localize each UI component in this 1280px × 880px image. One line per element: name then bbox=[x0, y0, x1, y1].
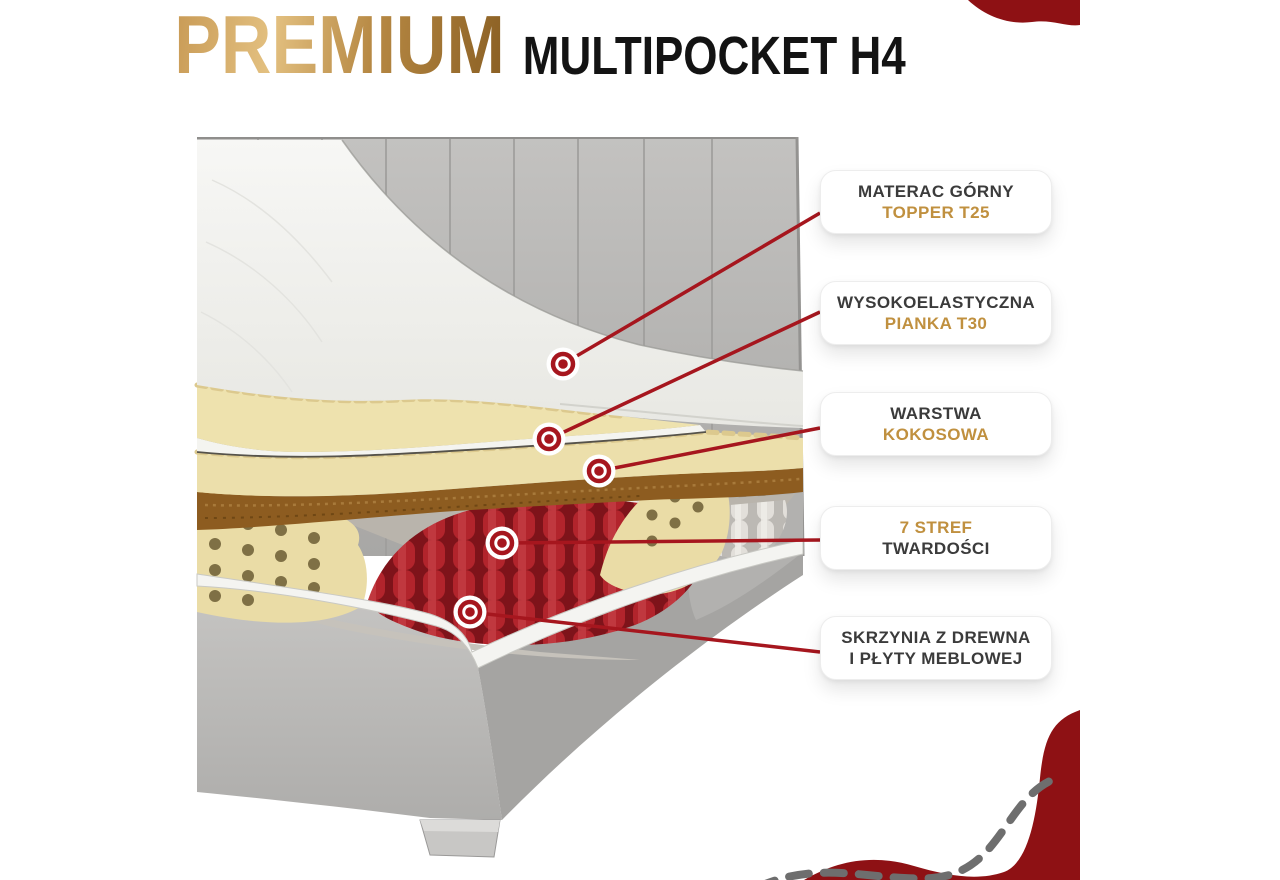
callout-label-bottom-line: KOKOSOWA bbox=[882, 425, 990, 444]
callout-marker-5 bbox=[454, 596, 487, 629]
callout-label-bottom-line: TOPPER T25 bbox=[882, 203, 990, 222]
callout-label-topper bbox=[820, 170, 1052, 234]
page-title bbox=[0, 0, 1080, 91]
callout-marker-1 bbox=[547, 348, 580, 381]
callout-label-bottom-line: PIANKA T30 bbox=[884, 314, 988, 333]
model-name: MULTIPOCKET H4 bbox=[522, 26, 906, 86]
callout-label-zones bbox=[820, 506, 1052, 570]
callout-label-box bbox=[820, 616, 1052, 680]
callout-label-bottom-line: I PŁYTY MEBLOWEJ bbox=[849, 649, 1023, 668]
callout-marker-3 bbox=[583, 455, 616, 488]
callout-label-coconut bbox=[820, 392, 1052, 456]
callout-label-bottom-line: TWARDOŚCI bbox=[882, 539, 990, 558]
brand-word: PREMIUM bbox=[174, 0, 505, 91]
callout-label-top-line: MATERAC GÓRNY bbox=[858, 182, 1014, 201]
callout-marker-4 bbox=[486, 527, 519, 560]
callout-label-top-line: WARSTWA bbox=[890, 404, 982, 423]
corner-blob-bottom-right bbox=[804, 710, 1080, 880]
callout-label-top-line: 7 STREF bbox=[899, 518, 973, 537]
callout-label-foam bbox=[820, 281, 1052, 345]
callout-label-top-line: SKRZYNIA Z DREWNA bbox=[841, 628, 1031, 647]
callout-marker-2 bbox=[533, 423, 566, 456]
callout-label-top-line: WYSOKOELASTYCZNA bbox=[836, 293, 1036, 312]
